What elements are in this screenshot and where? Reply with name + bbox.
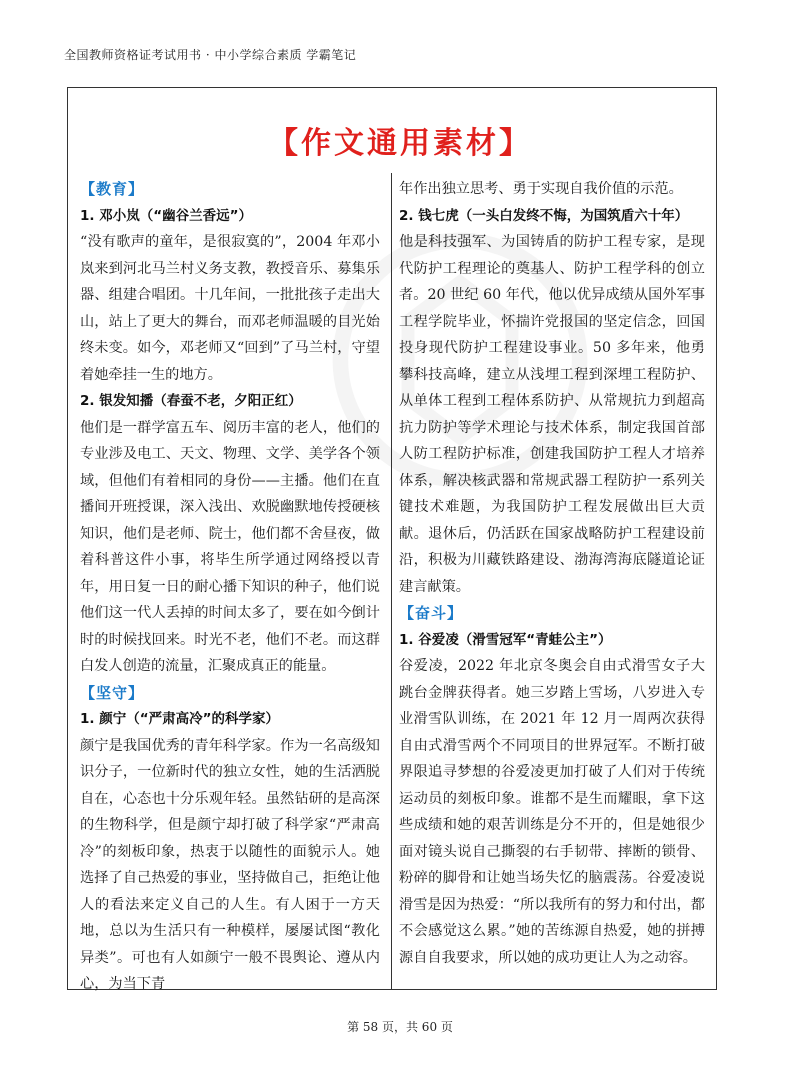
item-title-gu-ailing: 1. 谷爱凌（滑雪冠军“青蛙公主”） [399,631,612,648]
page-footer: 第 58 页，共 60 页 [347,1020,453,1034]
item-title-silver-hair-streamers: 2. 银发知播（春蚕不老，夕阳正红） [80,393,302,409]
item-body-silver-hair-streamers: 他们是一群学富五车、阅历丰富的老人，他们的专业涉及电工、天文、物理、文学、美学各个领域，但他们有着相同的身份——主播。他们在直播间开班授课，深入浅出、欢脱幽默地传授硬核知识，他们是老师、院士，他们都不舍昼夜，做着科普这件小事，将毕生所学通过网络授以青年，用日复一日的耐心播下知识的种子，他们说他们这一代人丢掉的时间太多了，要在如今倒计时的时候找回来。时光不老，他们不老。而这群白发人创造的流量，汇聚成真正的能量。 [80,419,380,674]
item-title-deng-xiaolan: 1. 邓小岚（“幽谷兰香远”） [80,207,252,224]
right-column [399,176,705,971]
page-title: 【作文通用素材】 [268,126,532,161]
item-body-yan-ning: 颜宁是我国优秀的青年科学家。作为一名高级知识分子，一位新时代的独立女性，她的生活洒脱自在，心态也十分乐观年轻。虽然钻研的是高深的生物科学，但是颜宁却打破了科学家“严肃高冷”的刻板印象，热衷于以随性的面貌示人。她选择了自己热爱的事业，坚持做自己，拒绝让他人的看法来定义自己的人生。有人困于一方天地，总以为生活只有一种模样，屡屡试图“教化异类”。可也有人如颜宁一般不畏舆论、遵从内心，为当下青 [80,737,380,992]
item-title-yan-ning: 1. 颜宁（“严肃高冷”的科学家） [80,711,279,727]
section-heading-persistence: 【坚守】 [80,683,145,702]
left-column [80,176,380,998]
section-heading-education: 【教育】 [80,180,145,198]
item-body-gu-ailing: 谷爱凌，2022 年北京冬奥会自由式滑雪女子大跳台金牌获得者。她三岁踏上雪场，八岁进入专业滑雪队训练，在 2021 年 12 月一周两次获得自由式滑雪两个不同项目的世界冠军。不断打破界限追寻梦想的谷爱凌更加打破了人们对于传统运动员的刻板印象。谁都不是生而耀眼，拿下这些成绩和她的艰苦训练是分不开的，但是她很少面对镜头说自己撕裂的右手韧带、摔断的锁骨、粉碎的脚骨和让她当场失忆的脑震荡。谷爱凌说滑雪是因为热爱：“所以我所有的努力和付出，都不会感觉这么累。”她的苦练源自热爱，她的拼搏源自自我要求，所以她的成功更让人为之动容。 [399,658,705,966]
section-heading-striving: 【奋斗】 [399,604,464,622]
item-body-yan-ning-continued: 年作出独立思考、勇于实现自我价值的示范。 [399,181,683,197]
column-divider [391,173,392,990]
item-body-qian-qihu: 他是科技强军、为国铸盾的防护工程专家，是现代防护工程理论的奠基人、防护工程学科的创立者。20 世纪 60 年代，他以优异成绩从国外军事工程学院毕业，怀揣许党报国的坚定信念，回国投身现代防护工程建设事业。50 多年来，他勇攀科技高峰，建立从浅埋工程到深埋工程防护、从单体工程到工程体系防护、从常规抗力到超高抗力防护等学术理论与技术体系，制定我国首部人防工程防护标准，创建我国防护工程人才培养体系，解决核武器和常规武器工程防护一系列关键技术难题，为我国防护工程发展做出巨大贡献。退休后，仍活跃在国家战略防护工程建设前沿，积极为川藏铁路建设、渤海湾海底隧道论证建言献策。 [399,234,705,595]
item-body-deng-xiaolan: “没有歌声的童年，是很寂寞的”，2004 年邓小岚来到河北马兰村义务支教，教授音乐、募集乐器、组建合唱团。十几年间，一批批孩子走出大山，站上了更大的舞台，而邓老师温暖的目光始终未变。如今，邓老师又“回到”了马兰村，守望着她牵挂一生的地方。 [80,234,380,383]
item-title-qian-qihu: 2. 钱七虎（一头白发终不悔，为国筑盾六十年） [399,207,689,224]
running-header: 全国教师资格证考试用书 · 中小学综合素质 学霸笔记 [64,48,357,62]
